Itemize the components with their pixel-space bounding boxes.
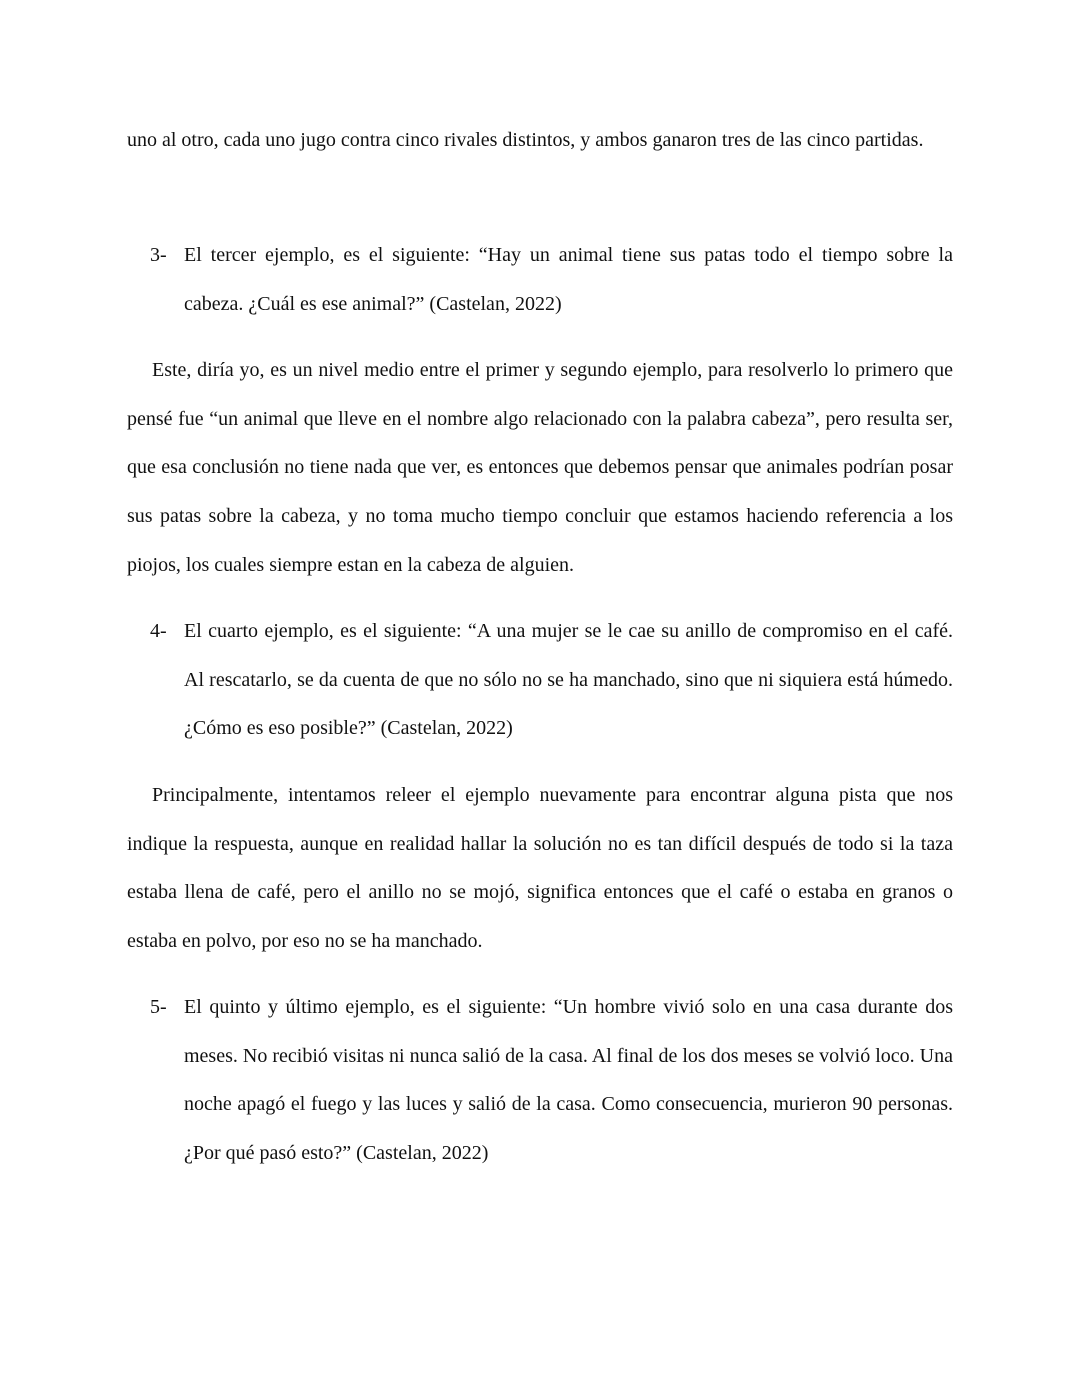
list-number: 5- bbox=[150, 996, 167, 1018]
list-item-text: El quinto y último ejemplo, es el siguiente: “Un hombre vivió solo en una casa durante dos meses. No recibió visitas ni nunca salió de la casa. Al final de los dos meses se volvió loco. Una noche apagó el fuego y las luces y salió de la casa. Como consecuencia, murieron 90 personas. ¿Por qué pasó esto?” (Castelan, 2022) bbox=[184, 996, 953, 1165]
paragraph-continuation: uno al otro, cada uno jugo contra cinco rivales distintos, y ambos ganaron tres de las cinco partidas. bbox=[127, 129, 924, 151]
list-number: 3- bbox=[150, 244, 167, 266]
list-number: 4- bbox=[150, 620, 167, 642]
paragraph-analysis-3: Este, diría yo, es un nivel medio entre el primer y segundo ejemplo, para resolverlo lo primero que pensé fue “un animal que lleve en el nombre algo relacionado con la palabra cabeza”, pero resulta ser, que esa conclusión no tiene nada que ver, es entonces que debemos pensar que animales podrían posar sus patas sobre la cabeza, y no toma mucho tiempo concluir que estamos haciendo referencia a los piojos, los cuales siempre estan en la cabeza de alguien. bbox=[127, 359, 953, 576]
list-item-4 bbox=[150, 607, 953, 753]
paragraph-analysis-4: Principalmente, intentamos releer el ejemplo nuevamente para encontrar alguna pista que nos indique la respuesta, aunque en realidad hallar la solución no es tan difícil después de todo si la taza estaba llena de café, pero el anillo no se mojó, significa entonces que el café o estaba en granos o estaba en polvo, por eso no se ha manchado. bbox=[127, 784, 953, 953]
list-item-text: El cuarto ejemplo, es el siguiente: “A una mujer se le cae su anillo de compromiso en el café. Al rescatarlo, se da cuenta de que no sólo no se ha manchado, sino que ni siquiera está húmedo. ¿Cómo es eso posible?” (Castelan, 2022) bbox=[184, 620, 953, 740]
list-item-3 bbox=[150, 231, 953, 328]
list-item-5 bbox=[150, 983, 953, 1178]
list-item-text: El tercer ejemplo, es el siguiente: “Hay un animal tiene sus patas todo el tiempo sobre la cabeza. ¿Cuál es ese animal?” (Castelan, 2022) bbox=[184, 244, 953, 315]
